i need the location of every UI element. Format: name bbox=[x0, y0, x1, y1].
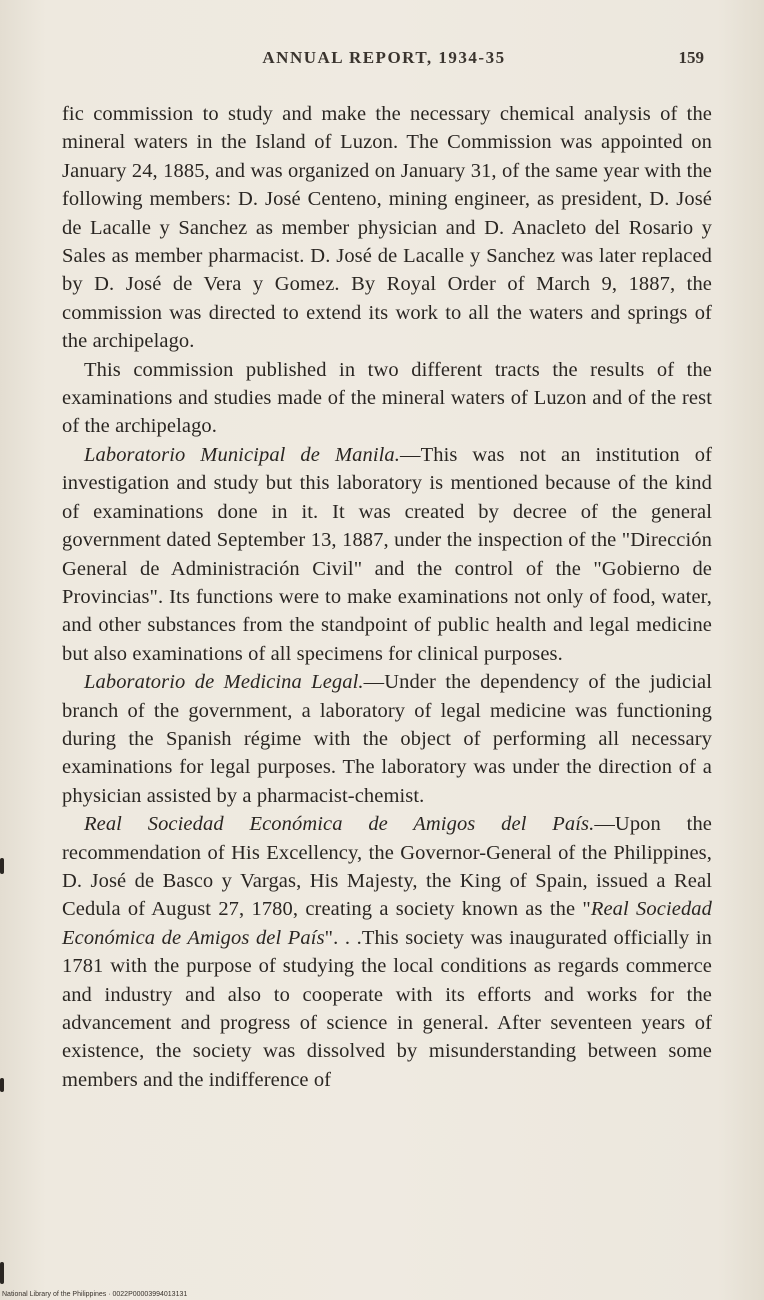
paragraph-3 bbox=[62, 441, 712, 668]
section-heading-laboratorio-municipal: Laboratorio Municipal de Manila. bbox=[84, 443, 400, 466]
paragraph-5 bbox=[62, 810, 712, 1094]
paragraph-1: fic commission to study and make the necessary chemical analysis of the mineral waters in the Island of Luzon. The Commission was appointed on January 24, 1885, and was organized on January 31, of the same year with the following members: D. José Centeno, mining engineer, as president, D. José de Lacalle y Sanchez as member physician and D. Anacleto del Rosario y Sales as member pharmacist. D. José de Lacalle y Sanchez was later replaced by D. José de Vera y Gomez. By Royal Order of March 9, 1887, the commission was directed to extend its work to all the waters and springs of the archipelago. bbox=[62, 103, 712, 353]
section-heading-medicina-legal: Laboratorio de Medicina Legal. bbox=[84, 671, 364, 694]
running-header bbox=[64, 48, 704, 78]
scan-edge-mark bbox=[0, 1262, 4, 1284]
paragraph-5-italic-name: Real Sociedad Económica de Amigos del País bbox=[62, 898, 712, 949]
paragraph-3-text: —This was not an institution of investigation and study but this laboratory is mentioned because of the kind of examinations done in it. It was created by decree of the general government dated September 13, 1887, under the inspection of the "Dirección General de Administración Civil" and the control of the "Gobierno de Provincias". Its functions were to make examinations not only of food, water, and other substances from the standpoint of public health and legal medicine but also examinations of all specimens for clinical purposes. bbox=[62, 443, 713, 665]
page-number: 159 bbox=[678, 48, 704, 67]
paragraph-4-text: —Under the dependency of the judicial branch of the government, a laboratory of legal medicine was functioning during the Spanish régime with the object of performing all necessary examinations for legal purposes. The laboratory was under the direction of a physician assisted by a pharmacist-chemist. bbox=[62, 671, 712, 807]
paragraph-5-text-b: ". . .This society was inaugurated officially in 1781 with the purpose of studying the local conditions as regards commerce and industry and also to cooperate with its efforts and works for the advancement and progress of science in general. After seventeen years of existence, the society was dissolved by misunderstanding between some members and the indifference of bbox=[62, 926, 712, 1091]
paragraph-5-text-a: —Upon the recommendation of His Excellency, the Governor-General of the Philippines, D. José de Basco y Vargas, His Majesty, the King of Spain, issued a Real Cedula of August 27, 1780, creating a society known as the " bbox=[62, 813, 712, 921]
scan-edge-mark bbox=[0, 858, 4, 874]
paragraph-2: This commission published in two different tracts the results of the examinations and studies made of the mineral waters of Luzon and of the rest of the archipelago. bbox=[62, 358, 712, 438]
scan-edge-mark bbox=[0, 1078, 4, 1092]
scan-footer: National Library of the Philippines · 0022P00003994013131 bbox=[2, 1291, 188, 1298]
section-heading-real-sociedad: Real Sociedad Económica de Amigos del País. bbox=[84, 813, 595, 836]
paragraph-4 bbox=[62, 668, 712, 810]
header-title: ANNUAL REPORT, 1934-35 bbox=[262, 48, 506, 67]
body-text bbox=[62, 100, 712, 1094]
